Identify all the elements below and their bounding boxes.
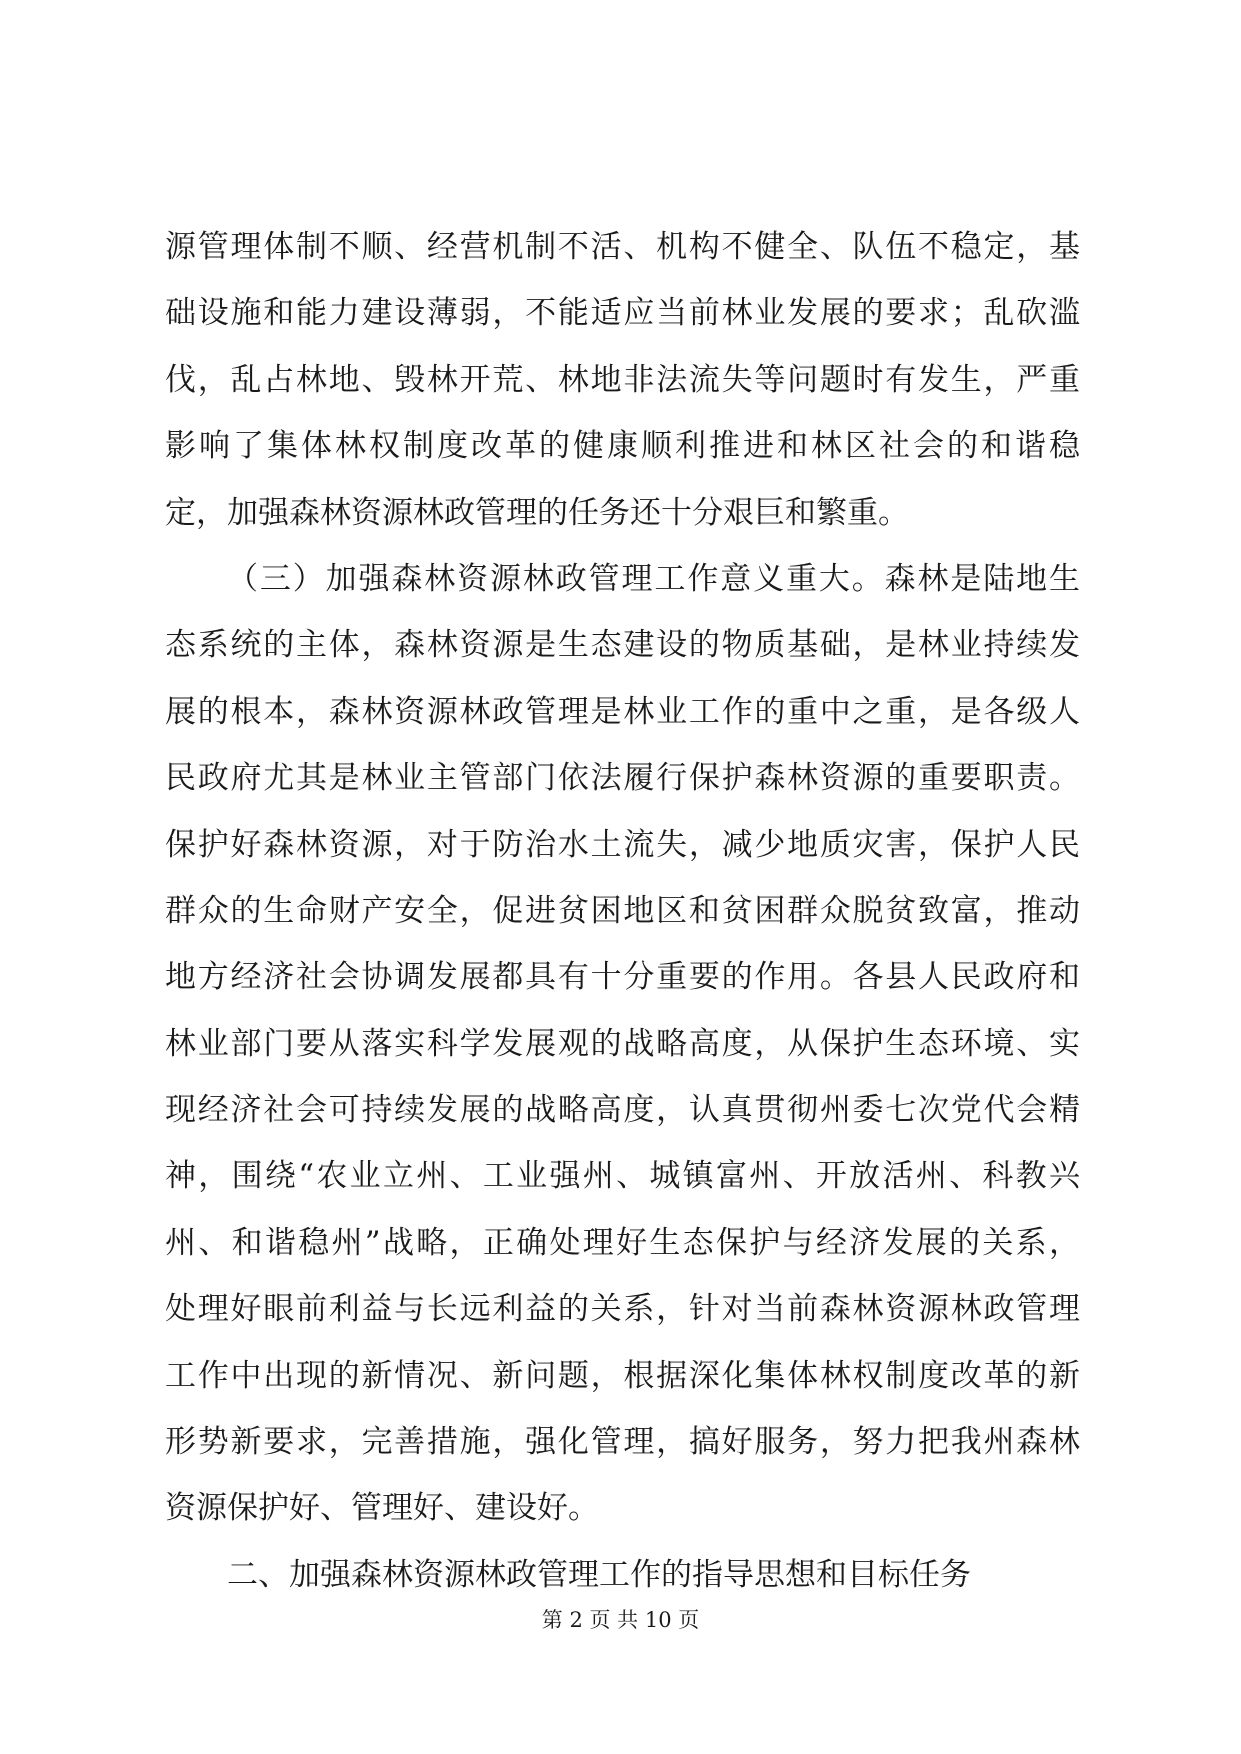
text-line: 伐，乱占林地、毁林开荒、林地非法流失等问题时有发生，严重 (165, 361, 1080, 398)
page-number-footer: 第 2 页 共 10 页 (541, 1608, 700, 1632)
text-line: 源管理体制不顺、经营机制不活、机构不健全、队伍不稳定，基 (165, 229, 1080, 265)
text-line: 现经济社会可持续发展的战略高度，认真贯彻州委七次党代会精 (165, 1092, 1080, 1129)
document-body (165, 230, 1080, 1624)
text-line: 影响了集体林权制度改革的健康顺利推进和林区社会的和谐稳 (165, 428, 1080, 465)
text-line: 资源保护好、管理好、建设好。 (165, 1490, 599, 1527)
text-line: 保护好森林资源，对于防治水土流失，减少地质灾害，保护人民 (165, 826, 1080, 863)
text-line: 工作中出现的新情况、新问题，根据深化集体林权制度改革的新 (165, 1357, 1080, 1394)
text-line: 态系统的主体，森林资源是生态建设的物质基础，是林业持续发 (165, 627, 1080, 664)
text-line: 群众的生命财产安全，促进贫困地区和贫困群众脱贫致富，推动 (165, 892, 1080, 929)
text-line: 展的根本，森林资源林政管理是林业工作的重中之重，是各级人 (165, 693, 1080, 730)
text-line: 定，加强森林资源林政管理的任务还十分艰巨和繁重。 (165, 494, 909, 531)
text-line: 民政府尤其是林业主管部门依法履行保护森林资源的重要职责。 (165, 760, 1080, 797)
text-line: 林业部门要从落实科学发展观的战略高度，从保护生态环境、实 (165, 1025, 1080, 1062)
text-line: 础设施和能力建设薄弱，不能适应当前林业发展的要求；乱砍滥 (165, 295, 1080, 332)
text-line: 形势新要求，完善措施，强化管理，搞好服务，努力把我州森林 (165, 1424, 1080, 1461)
section-heading: 二、加强森林资源林政管理工作的指导思想和目标任务 (227, 1556, 971, 1593)
paragraph-heading-line: （三）加强森林资源林政管理工作意义重大。森林是陆地生 (227, 560, 1080, 597)
text-line: 州、和谐稳州”战略，正确处理好生态保护与经济发展的关系， (165, 1224, 1080, 1261)
text-line: 地方经济社会协调发展都具有十分重要的作用。各县人民政府和 (165, 959, 1080, 996)
text-line: 神，围绕“农业立州、工业强州、城镇富州、开放活州、科教兴 (165, 1158, 1080, 1195)
text-line: 处理好眼前利益与长远利益的关系，针对当前森林资源林政管理 (165, 1291, 1080, 1328)
